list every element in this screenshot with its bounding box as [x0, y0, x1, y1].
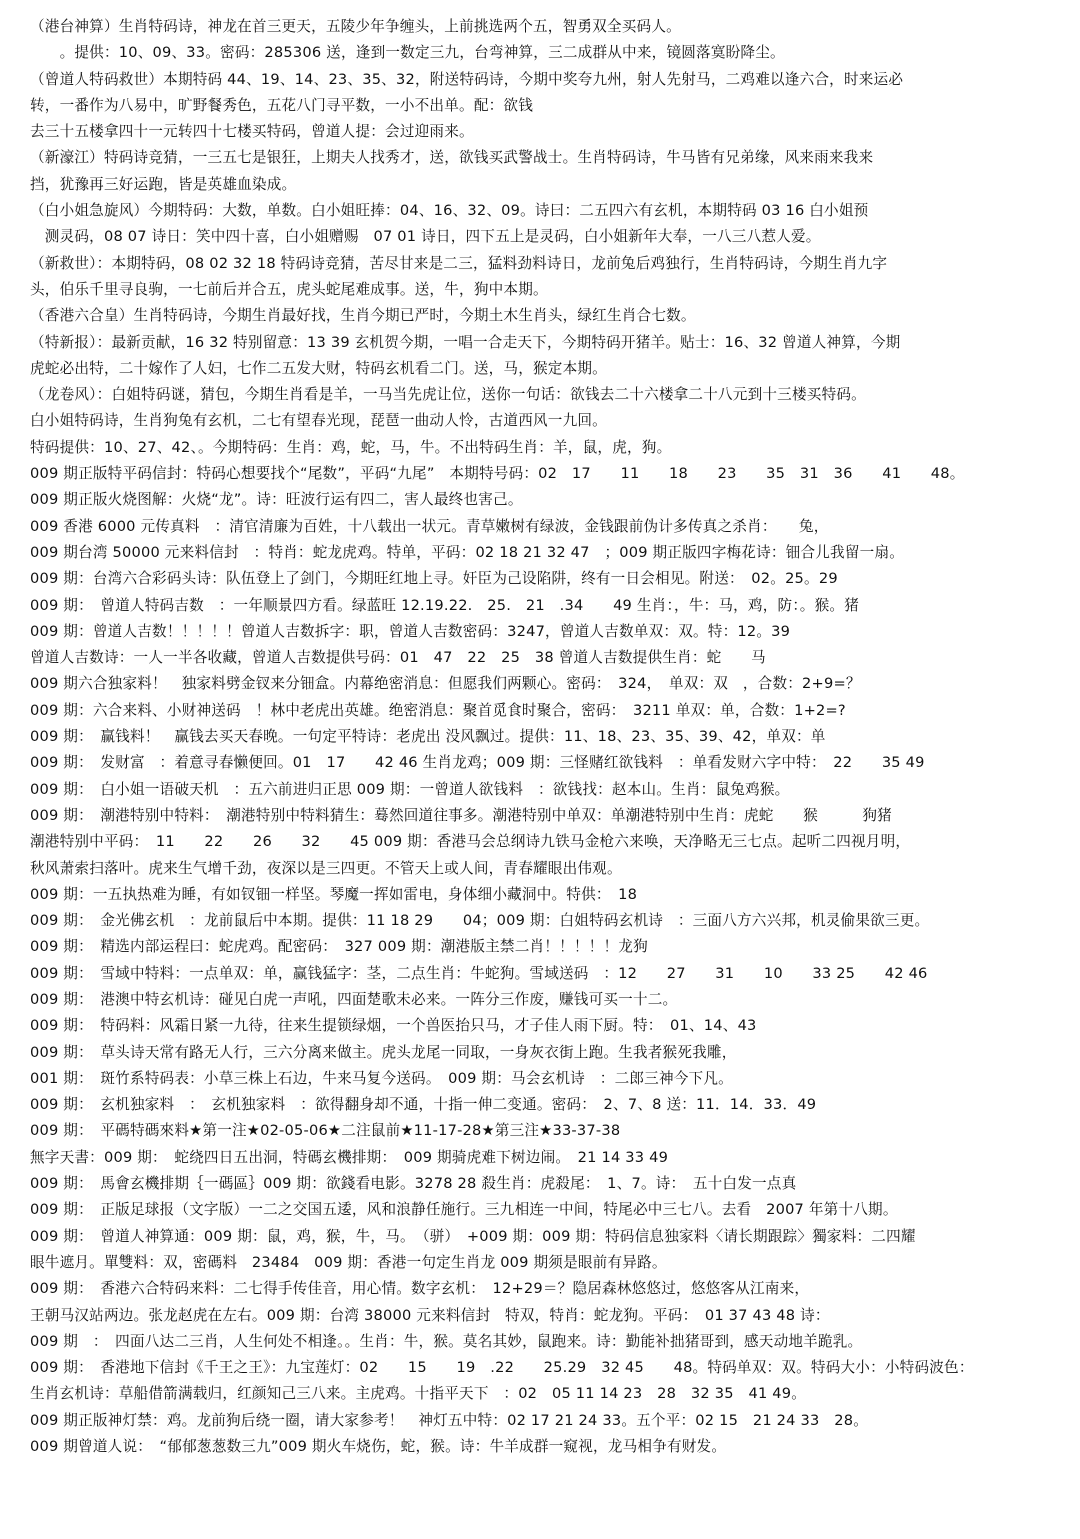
text-line: （白小姐急旋风）今期特码：大数，单数。白小姐旺捧：04、16、32、09。诗曰：二五四六有玄机，本期特码 03 16 白小姐预	[30, 202, 869, 220]
text-line: 009 期正版神灯禁：鸡。龙前狗后绕一圈，请大家参考！ 神灯五中特：02 17 21 24 33。五个平：02 15 21 24 33 28。	[30, 1411, 869, 1429]
text-line: 眼牛遮月。單雙料：双，密碼料 23484 009 期：香港一句定生肖龙 009 期须是眼前有异路。	[30, 1253, 667, 1271]
text-line: 009 期：台湾六合彩码头诗：队伍登上了剑门，今期旺红地上寻。奸臣为己设陷阱，终有一日会相见。附送： 02。25。29	[30, 570, 838, 588]
text-line: 009 期正版火烧图解：火烧“龙”。诗：旺波行运有四二，害人最终也害己。	[30, 491, 523, 509]
text-line: 王朝马汉站两边。张龙赵虎在左右。009 期：台湾 38000 元来料信封 特双，特肖：蛇龙狗。平码： 01 37 43 48 诗：	[30, 1306, 830, 1324]
text-line: （港台神算）生肖特码诗，神龙在首三更天，五陵少年争缠头，上前挑选两个五，智勇双全买码人。	[30, 18, 681, 35]
text-line: 009 期台湾 50000 元来料信封 ：特肖：蛇龙虎鸡。特单，平码：02 18 21 32 47 ；009 期正版四字梅花诗：钿合儿我留一扇。	[30, 543, 905, 561]
text-line: （香港六合皇）生肖特码诗，今期生肖最好找，生肖今期已严时，今期土木生肖头，绿红生肖合七数。	[30, 307, 696, 325]
text-line: （特新报）：最新贡献，16 32 特别留意：13 39 玄机贺今期，一唱一合走天下，今期特码开猪羊。贴士：16、32 曾道人神算，今期	[30, 333, 901, 351]
text-line: 。提供：10、09、33。密码：285306 送，逢到一数定三九，台弯神算，三二成群从中来，镜圆落寞盼降尘。	[30, 44, 785, 62]
text-line: 009 期： 曾道人特码吉数 ：一年顺景四方看。绿蓝旺 12.19.22. 25. 21 .34 49 生肖：，牛：马，鸡，防：。猴。猪	[30, 596, 859, 614]
text-line: 虎蛇必出特，二十嫁作了人妇，七作二五发大财，特码玄机看二门。送，马，猴定本期。	[30, 359, 607, 377]
text-line: （新救世）：本期特码，08 02 32 18 特码诗竞猜，苦尽甘来是二三，猛料劲料诗日，龙前兔后鸡独行，生肖特码诗，今期生肖九字	[30, 254, 888, 272]
text-line: 009 期六合独家料！ 独家料劈金钗来分钿盒。内幕绝密消息：但愿我们两颗心。密码： 324， 单双：双 ，合数：2+9=？	[30, 675, 861, 693]
text-line: 009 期： 平碼特碼來料★第一注★02-05-06★二注鼠前★11-17-28★第三注★33-37-38	[30, 1122, 621, 1140]
text-line: （曾道人特码救世）本期特码 44、19、14、23、35、32，附送特码诗，今期中奖夸九州，射人先射马，二鸡难以逢六合，时来运必	[30, 70, 904, 88]
text-line: 009 期正版特平码信封：特码心想要找个“尾数”，平码“九尾” 本期特号码：02 17 11 18 23 35 31 36 41 48。	[30, 465, 965, 483]
text-line: （龙卷风）：白姐特码谜，猜包，今期生肖看是羊，一马当先虎让位，送你一句话：欲钱去二十六楼拿二十八元到十三楼买特码。	[30, 386, 866, 404]
text-line: 009 期： 香港地下信封《千王之王》：九宝莲灯：02 15 19 .22 25.29 32 45 48。特码单双：双。特码大小：小特码波色：	[30, 1359, 974, 1377]
text-line: （新濠江）特码诗竞猜，一三五七是银狂，上期夫人找秀才，送，欲钱买武警战士。生肖特码诗，牛马皆有兄弟缘，风来雨来我来	[30, 149, 874, 167]
text-line: 曾道人吉数诗：一人一半各收藏，曾道人吉数提供号码：01 47 22 25 38 曾道人吉数提供生肖：蛇 马	[30, 649, 766, 667]
text-line: 009 期： 金光佛玄机 ：龙前鼠后中本期。提供：11 18 29 04；009 期：白姐特码玄机诗 ：三面八方六兴邦，机灵偷果欲三更。	[30, 912, 930, 930]
text-line: 009 期 ： 四面八达二三肖，人生何处不相逢。。生肖：牛，猴。莫名其妙，鼠跑来。诗：勤能补拙猪哥到，感天动地羊跪乳。	[30, 1332, 863, 1350]
text-line: 挡，犹豫再三好运跑，皆是英雄血染成。	[30, 175, 297, 193]
text-line: 009 期： 特码料：风霜日紧一九待，往来生提锁绿烟，一个兽医抬只马，才子佳人雨下厨。特： 01、14、43	[30, 1017, 757, 1035]
text-line: 009 期：六合来料、小财神送码 ！林中老虎出英雄。绝密消息：聚首觅食时聚合，密码： 3211 单双：单，合数：1+2=?	[30, 701, 846, 719]
text-line: 009 期： 玄机独家料 ： 玄机独家料 ：欲得翻身却不通，十指一伸二变通。密码： 2、7、8 送：11．14．33．49	[30, 1096, 817, 1114]
text-line: 白小姐特码诗，生肖狗兔有玄机，二七有望春光现，琵琶一曲动人怜，古道西风一九回。	[30, 412, 607, 430]
text-line: 009 期：一五执热难为睡，有如钗钿一样坚。琴魔一挥如雷电，身体细小藏洞中。特供： 18	[30, 885, 638, 903]
text-line: 秋风萧索扫落叶。虎来生气增千劲，夜深以是三四更。不管天上或人间，青春耀眼出伟观。	[30, 859, 622, 877]
text-line: 生肖玄机诗：草船借箭满载归，红颜知己三八来。主虎鸡。十指平天下 ：02 05 11 14 23 28 32 35 41 49。	[30, 1385, 807, 1403]
text-line: 009 期： 馬會玄機排期｛一碼區｝009 期：欲錢看电影。3278 28 殺生肖：虎殺尾： 1、7。诗： 五十白发一点真	[30, 1175, 797, 1193]
text-line: 测灵码，08 07 诗日：笑中四十喜，白小姐赠赐 07 01 诗日，四下五上是灵码，白小姐新年大奉，一八三八惹人爱。	[30, 228, 821, 246]
text-line: 潮港特别中平码： 11 22 26 32 45 009 期：香港马会总纲诗九铁马金枪六来唤，天净略无三七点。起听二四视月明，	[30, 833, 911, 851]
text-line: 009 期： 潮港特别中特料： 潮港特别中特料猜生：蓦然回道往事多。潮港特别中单双：单潮港特别中生肖：虎蛇 猴 狗猪	[30, 806, 892, 824]
text-line: 009 期： 港澳中特玄机诗：碰见白虎一声吼，四面楚歌未必来。一阵分三作废，赚钱可买一十二。	[30, 990, 678, 1008]
text-line: 009 期： 白小姐一语破天机 ：五六前进归正思 009 期：一曾道人欲钱料 ：欲钱找：赵本山。生肖：鼠兔鸡猴。	[30, 780, 790, 798]
text-line: 009 期： 正版足球报（文字版）一二之交国五逶，风和浪静任施行。三九相连一中间，特尾必中三七八。去看 2007 年第十八期。	[30, 1201, 898, 1219]
text-line: 009 期：曾道人吉数！！！！！曾道人吉数拆字：职，曾道人吉数密码：3247，曾道人吉数单双：双。特：12。39	[30, 622, 791, 640]
text-line: 009 期： 草头诗天常有路无人行，三六分离来做主。虎头龙尾一同取，一身灰衣街上跑。生我者猴死我雕，	[30, 1043, 737, 1061]
text-line: 009 期曾道人说： “郁郁葱葱数三九”009 期火车烧伤，蛇，猴。诗：牛羊成群一窥视，龙马相争有财发。	[30, 1438, 727, 1456]
text-line: 转，一番作为八易中，旷野餐秀色，五花八门寻平数，一小不出单。配：欲钱	[30, 96, 533, 114]
text-line: 009 期： 雪域中特料：一点单双：单，赢钱猛字：茎，二点生肖：牛蛇狗。雪域送码 ：12 27 31 10 33 25 42 46	[30, 964, 928, 982]
text-line: 009 香港 6000 元传真料 ：清官清廉为百姓，十八载出一状元。青草嫩树有绿波，金钱跟前伪计多传真之杀肖： 兔，	[30, 517, 829, 535]
text-line: 去三十五楼拿四十一元转四十七楼买特码，曾道人提：会过迎雨来。	[30, 123, 474, 141]
text-line: 009 期： 曾道人神算通：009 期：鼠，鸡，猴，牛，马。 （骈） +009 期：009 期：特码信息独家料〈请长期跟踪〉獨家料：二四耀	[30, 1227, 916, 1245]
text-line: 头，伯乐千里寻良驹，一七前后并合五，虎头蛇尾难成事。送，牛，狗中本期。	[30, 280, 548, 298]
text-line: 特码提供：10、27、42、。今期特码：生肖：鸡，蛇，马，牛。不出特码生肖：羊，鼠，虎，狗。	[30, 438, 672, 456]
text-line: 001 期： 斑竹系特码表：小草三株上石边，牛来马复今送码。 009 期：马会玄机诗 ：二郎三神今下凡。	[30, 1069, 733, 1087]
text-line: 無字天書：009 期： 蛇绕四日五出洞，特碼玄機排期： 009 期骑虎难下树边闹。 21 14 33 49	[30, 1148, 669, 1166]
text-line: 009 期： 赢钱料！ 赢钱去买天春晚。一句定平特诗：老虎出 没风飘过。提供：11、18、23、35、39、42，单双：单	[30, 728, 826, 746]
text-line: 009 期： 发财富 ：着意寻春懒便回。01 17 42 46 生肖龙鸡；009 期：三怪赌红欲钱料 ：单看发财六字中特： 22 35 49	[30, 754, 925, 772]
text-line: 009 期： 精选内部运程曰：蛇虎鸡。配密码： 327 009 期：潮港版主禁二肖！！！！！龙狗	[30, 938, 648, 956]
text-line: 009 期： 香港六合特码来料：二七得手传佳音，用心情。数字玄机： 12+29＝？隐居森林悠悠过，悠悠客从江南来，	[30, 1280, 810, 1298]
